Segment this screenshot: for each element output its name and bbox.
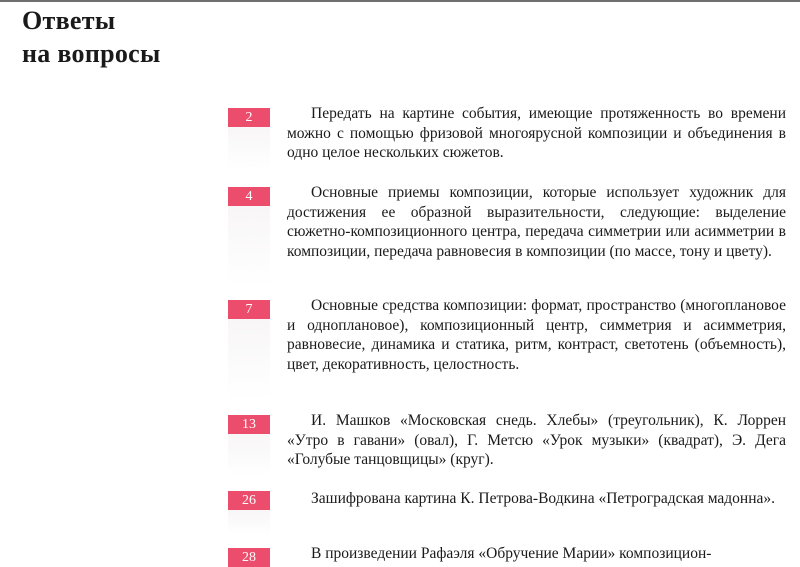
answer-number-badge: 4 (228, 187, 270, 206)
answer-text: Зашифрована картина К. Петрова-Водкина «Петроградская мадонна». (311, 490, 776, 507)
answer-number-badge: 28 (228, 548, 270, 567)
badge-shadow (228, 206, 270, 286)
answer-number-badge: 26 (228, 491, 270, 510)
answer-text: И. Машков «Московская снедь. Хлебы» (треугольник), К. Лоррен «Утро в гавани» (овал), Г. Метсю «Урок музыки» (квадрат), Э. Дега «Голубые танцовщицы» (круг). (287, 412, 786, 468)
badge-shadow (228, 434, 270, 476)
heading-line-2: на вопросы (22, 39, 161, 68)
badge-shadow (228, 319, 270, 399)
page-heading (22, 4, 282, 70)
answer-text: Основные приемы композиции, которые использует художник для достижения ее образной выразительности, следующие: выделение сюжетно-композиционного центра, передача симметрии или асимметрии в композиции, передача равновесия в композиции (по массе, тону и цвету). (287, 184, 786, 260)
top-rule (0, 0, 800, 2)
answer-number-badge: 2 (228, 108, 270, 127)
badge-shadow (228, 127, 270, 169)
answer-text: В произведении Рафаэля «Обручение Марии» композицион- (311, 545, 712, 562)
badge-shadow (228, 510, 270, 534)
answer-number-badge: 13 (228, 415, 270, 434)
answer-text: Передать на картине события, имеющие протяженность во времени можно с помощью фризовой многоярусной композиции и объединения в одно целое нескольких сюжетов. (287, 105, 786, 161)
answer-number-badge: 7 (228, 300, 270, 319)
heading-line-1: Ответы (22, 6, 116, 35)
answer-text: Основные средства композиции: формат, пространство (многоплановое и одноплановое), композиционный центр, симметрия и асимметрия, равновесие, динамика и статика, ритм, контраст, светотень (объемность), цвет, декоративность, целостность. (287, 297, 786, 373)
